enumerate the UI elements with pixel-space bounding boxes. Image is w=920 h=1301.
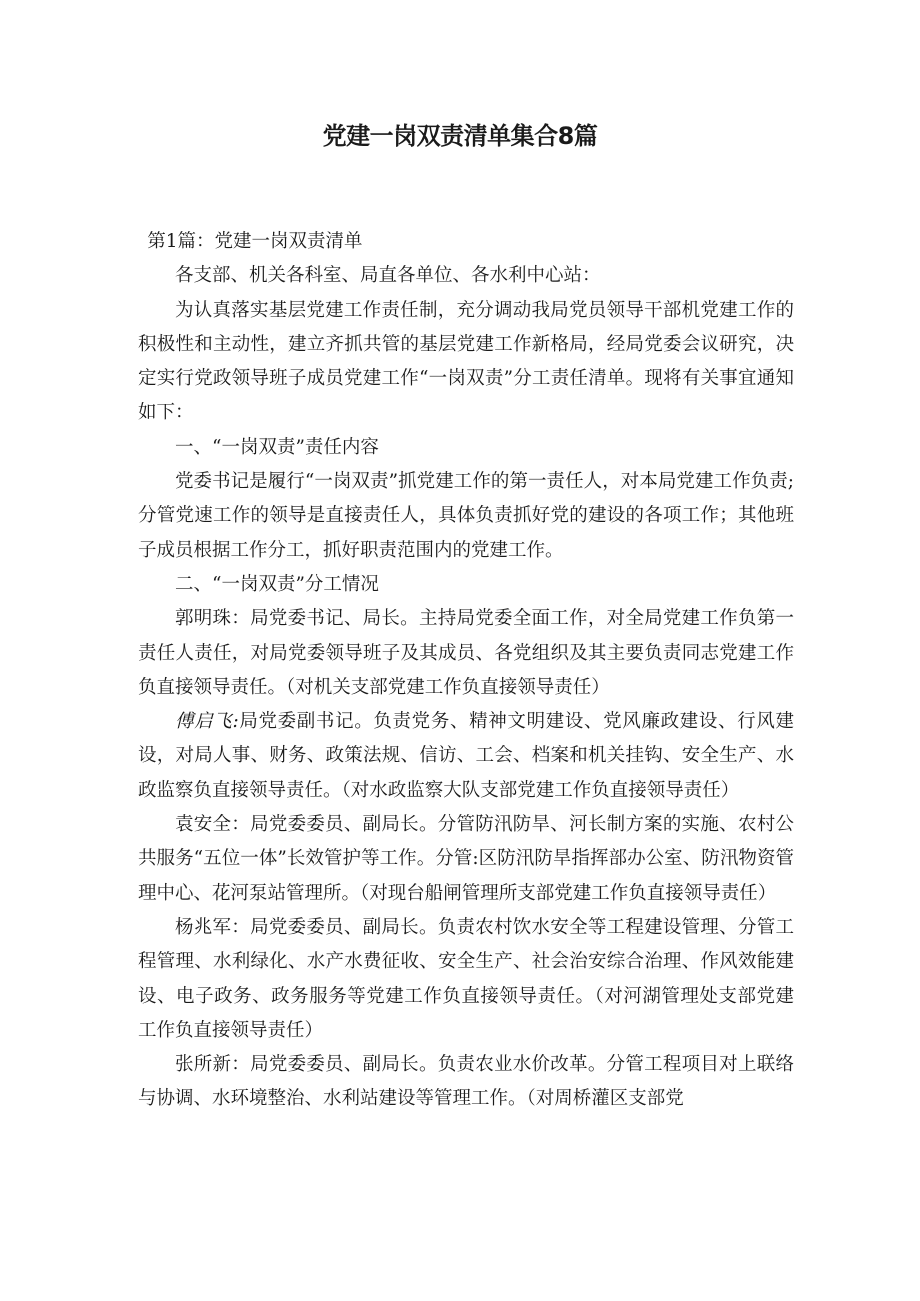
- duty-text: 局党委委员、副局长。负责农村饮水安全等工程建设管理、分管工程管理、水利绿化、水产水费征收、安全生产、社会治安综合治理、作风效能建设、电子政务、政务服务等党建工作负直接领导责任。（对河湖管理处支部党建工作负直接领导责任）: [138, 916, 794, 1041]
- salutation: 各支部、机关各科室、局直各单位、各水利中心站：: [175, 265, 601, 287]
- duty-paragraph: [138, 808, 794, 911]
- section-1-heading: 一、“一岗双责”责任内容: [175, 436, 379, 458]
- official-name: 张所新：: [175, 1054, 251, 1076]
- duty-text: 局党委书记、局长。主持局党委全面工作，对全局党建工作负第一责任人责任，对局党委领导班子及其成员、各党组织及其主要负责同志党建工作负直接领导责任。（对机关支部党建工作负直接领导责任）: [138, 608, 794, 698]
- document-body: [138, 225, 794, 1117]
- intro-paragraph: 为认真落实基层党建工作责任制，充分调动我局党员领导干部机党建工作的积极性和主动性，建立齐抓共管的基层党建工作新格局，经局党委会议研究，决定实行党政领导班子成员党建工作“一岗双责”分工责任清单。现将有关事宜通知如下：: [138, 299, 794, 424]
- duty-paragraph: [138, 911, 794, 1048]
- section-2-heading: 二、“一岗双责”分工情况: [175, 573, 379, 595]
- duty-paragraph: [138, 1048, 794, 1117]
- duty-paragraph: [138, 602, 794, 705]
- official-name: 傅启飞:: [175, 711, 239, 733]
- chapter-heading: 第1篇：党建一岗双责清单: [147, 231, 363, 252]
- official-name: 郭明珠：: [175, 608, 251, 630]
- official-name: 杨兆军：: [175, 916, 251, 938]
- duty-text: 局党委委员、副局长。负责农业水价改革。分管工程项目对上联络与协调、水环境整治、水利站建设等管理工作。（对周桥灌区支部党: [138, 1054, 794, 1110]
- duty-paragraph: [138, 705, 794, 808]
- section-1-paragraph: 党委书记是履行“一岗双责”抓党建工作的第一责任人，对本局党建工作负责;分管党速工作的领导是直接责任人，具体负责抓好党的建设的各项工作；其他班子成员根据工作分工，抓好职责范围内的党建工作。: [138, 471, 794, 561]
- document-title: 党建一岗双责清单集合8篇: [322, 122, 598, 150]
- duty-text: 局党委委员、副局长。分管防汛防旱、河长制方案的实施、农村公共服务“五位一体”长效管护等工作。分管:区防汛防旱指挥部办公室、防汛物资管理中心、花河泵站管理所。（对现台船闸管理所支部党建工作负直接领导责任）: [138, 814, 794, 904]
- duty-text: 局党委副书记。负责党务、精神文明建设、党风廉政建设、行风建设，对局人事、财务、政策法规、信访、工会、档案和机关挂钩、安全生产、水政监察负直接领导责任。（对水政监察大队支部党建工作负直接领导责任）: [138, 711, 794, 801]
- official-name: 袁安全：: [175, 814, 251, 836]
